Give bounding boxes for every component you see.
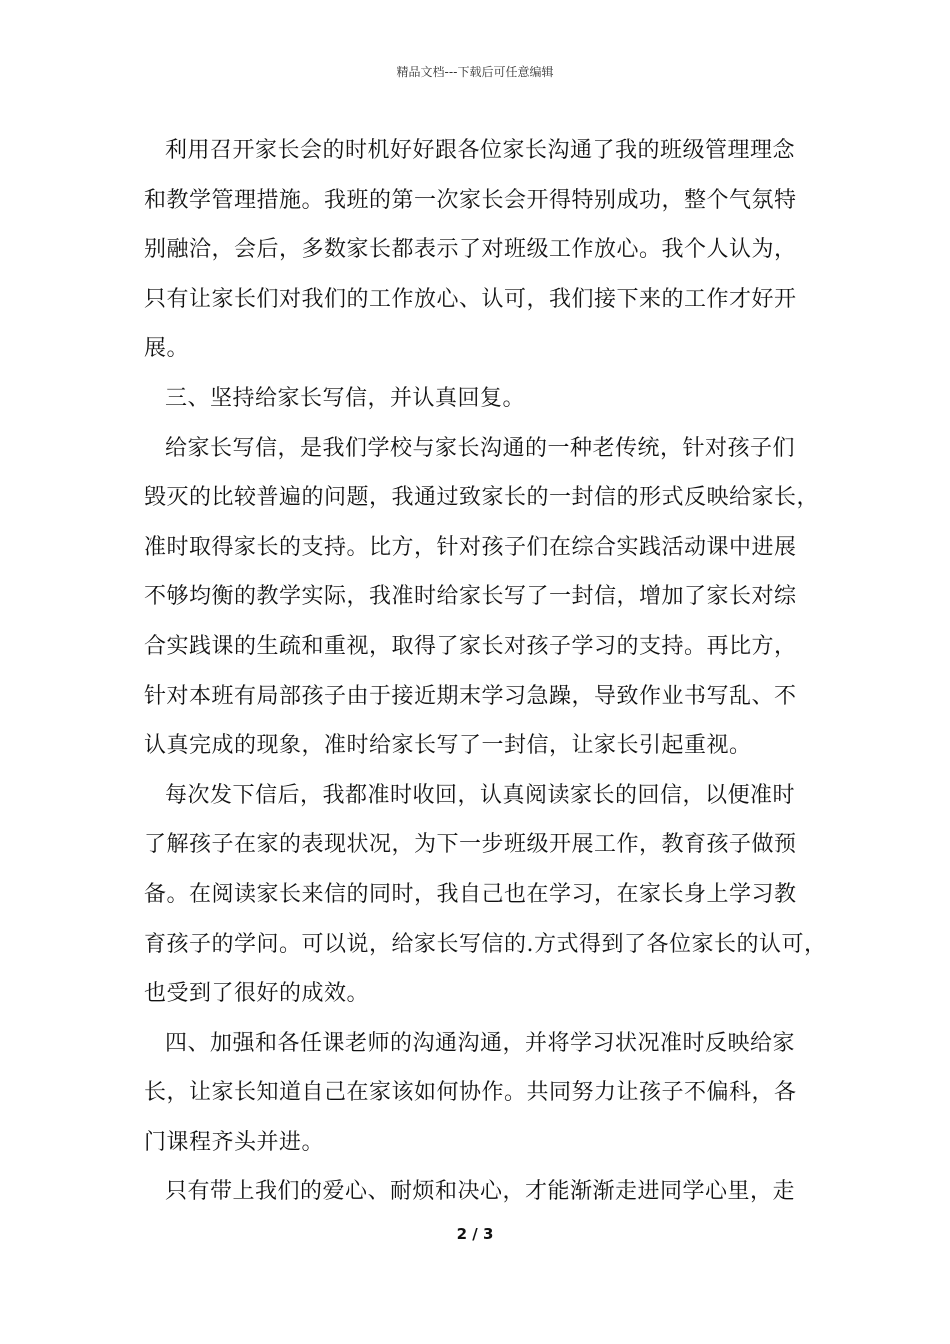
- text-line: 和教学管理措施。我班的第一次家长会开得特别成功，整个气氛特: [144, 187, 797, 213]
- document-body: [144, 126, 827, 1217]
- text-line: 门课程齐头并进。: [144, 1129, 325, 1155]
- text-line: 针对本班有局部孩子由于接近期末学习急躁，导致作业书写乱、不: [144, 683, 797, 709]
- text-line: 每次发下信后，我都准时收回，认真阅读家长的回信，以便准时: [165, 782, 796, 808]
- text-line: 也受到了很好的成效。: [144, 981, 370, 1007]
- section-heading: 四、加强和各任课老师的沟通沟通，并将学习状况准时反映给家: [165, 1030, 796, 1056]
- text-line: 了解孩子在家的表现状况，为下一步班级开展工作，教育孩子做预: [144, 832, 797, 858]
- page-number: 2 / 3: [456, 1225, 494, 1243]
- text-line: 长，让家长知道自己在家该如何协作。共同努力让孩子不偏科，各: [144, 1080, 797, 1106]
- text-line: 展。: [144, 336, 190, 362]
- text-line: 只有让家长们对我们的工作放心、认可，我们接下来的工作才好开: [144, 286, 797, 312]
- text-line: 育孩子的学问。可以说，给家长写信的.方式得到了各位家长的认可，: [144, 931, 827, 957]
- text-line: 合实践课的生疏和重视，取得了家长对孩子学习的支持。再比方，: [144, 633, 797, 659]
- text-line: 备。在阅读家长来信的同时，我自己也在学习，在家长身上学习教: [144, 881, 797, 907]
- section-heading: 三、坚持给家长写信，并认真回复。: [165, 385, 526, 411]
- text-line: 毁灭的比较普遍的问题，我通过致家长的一封信的形式反映给家长，: [144, 485, 820, 511]
- page-header: 精品文档---下载后可任意编辑: [396, 65, 554, 79]
- text-line: 只有带上我们的爱心、耐烦和决心，才能渐渐走进同学心里，走: [165, 1179, 796, 1205]
- text-line: 认真完成的现象，准时给家长写了一封信，让家长引起重视。: [144, 733, 752, 759]
- text-line: 利用召开家长会的时机好好跟各位家长沟通了我的班级管理理念: [165, 138, 796, 163]
- text-line: 别融洽，会后，多数家长都表示了对班级工作放心。我个人认为，: [144, 237, 797, 263]
- text-line: 准时取得家长的支持。比方，针对孩子们在综合实践活动课中进展: [144, 534, 797, 560]
- text-line: 给家长写信，是我们学校与家长沟通的一种老传统，针对孩子们: [165, 435, 796, 461]
- text-line: 不够均衡的教学实际，我准时给家长写了一封信，增加了家长对综: [144, 584, 797, 610]
